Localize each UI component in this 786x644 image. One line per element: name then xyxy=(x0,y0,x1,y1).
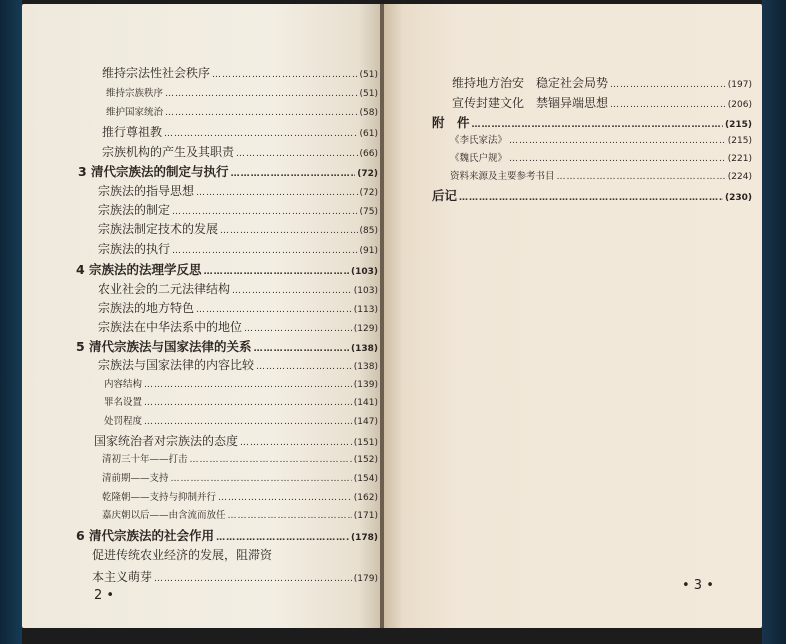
toc-entry: 国家统治者对宗族法的态度 …………………………………………………………………………………………………………………………………… (151) xyxy=(94,432,378,449)
right-page xyxy=(384,4,762,628)
toc-chapter: 附 件 …………………………………………………………………………………………………………………………………… (215) xyxy=(432,113,752,131)
toc-entry: 维持宗族秩序 …………………………………………………………………………………………………………………………………… (51) xyxy=(106,85,378,99)
toc-entry: 宣传封建文化 禁锢异端思想 …………………………………………………………………………………………………………………………………… (206) xyxy=(452,94,752,111)
page-number: 2 • xyxy=(94,588,115,603)
toc-entry: 《魏氏户规》 …………………………………………………………………………………………………………………………………… (221) xyxy=(450,150,752,164)
toc-entry: 推行尊祖教 …………………………………………………………………………………………………………………………………… (61) xyxy=(102,123,378,140)
book-cover-right-edge xyxy=(762,0,786,644)
toc-entry: 宗族法的地方特色 …………………………………………………………………………………………………………………………………… (113) xyxy=(98,299,378,316)
toc-entry-wrap-line: 促进传统农业经济的发展，阻滞资 xyxy=(92,548,273,562)
toc-chapter: 3 清代宗族法的制定与执行 …………………………………………………………………………………………………………………………………… (72) xyxy=(78,162,378,180)
toc-entry: 宗族机构的产生及其职责 …………………………………………………………………………………………………………………………………… (66) xyxy=(102,143,378,160)
toc-entry: 本主义萌芽 …………………………………………………………………………………………………………………………………… (179) xyxy=(92,568,378,585)
toc-entry: 宗族法制定技术的发展 …………………………………………………………………………………………………………………………………… (85) xyxy=(98,220,378,237)
toc-entry: 农业社会的二元法律结构 …………………………………………………………………………………………………………………………………… (103) xyxy=(98,280,378,297)
toc-entry: 清初三十年——打击 …………………………………………………………………………………………………………………………………… (152) xyxy=(102,451,378,465)
toc-chapter: 5 清代宗族法与国家法律的关系 …………………………………………………………………………………………………………………………………… (138) xyxy=(76,337,378,355)
toc-entry: 嘉庆朝以后——由含流而放任 …………………………………………………………………………………………………………………………………… (171) xyxy=(102,507,378,521)
toc-entry: 维护国家统治 …………………………………………………………………………………………………………………………………… (58) xyxy=(106,104,378,118)
page-number: • 3 • xyxy=(682,578,714,593)
toc-entry: 《李氏家法》 …………………………………………………………………………………………………………………………………… (215) xyxy=(450,132,752,146)
toc-chapter: 4 宗族法的法理学反思 …………………………………………………………………………………………………………………………………… (103) xyxy=(76,260,378,278)
toc-entry: 资料来源及主要参考书目 …………………………………………………………………………………………………………………………………… (224) xyxy=(450,168,752,182)
toc-entry: 乾隆朝——支持与抑制并行 …………………………………………………………………………………………………………………………………… (162) xyxy=(102,489,378,503)
toc-entry: 宗族法与国家法律的内容比较 …………………………………………………………………………………………………………………………………… (138) xyxy=(98,356,378,373)
toc-entry: 宗族法在中华法系中的地位 …………………………………………………………………………………………………………………………………… (129) xyxy=(98,318,378,335)
toc-entry: 宗族法的制定 …………………………………………………………………………………………………………………………………… (75) xyxy=(98,201,378,218)
toc-entry: 内容结构 …………………………………………………………………………………………………………………………………… (139) xyxy=(104,376,378,390)
toc-entry: 维持地方治安 稳定社会局势 …………………………………………………………………………………………………………………………………… (197) xyxy=(452,74,752,91)
left-page xyxy=(22,4,380,628)
toc-entry: 处罚程度 …………………………………………………………………………………………………………………………………… (147) xyxy=(104,413,378,427)
toc-chapter: 后记 …………………………………………………………………………………………………………………………………… (230) xyxy=(432,186,752,204)
toc-chapter: 6 清代宗族法的社会作用 …………………………………………………………………………………………………………………………………… (178) xyxy=(76,526,378,544)
toc-entry: 清前期——支持 …………………………………………………………………………………………………………………………………… (154) xyxy=(102,470,378,484)
toc-entry: 宗族法的执行 …………………………………………………………………………………………………………………………………… (91) xyxy=(98,240,378,257)
toc-entry: 宗族法的指导思想 …………………………………………………………………………………………………………………………………… (72) xyxy=(98,182,378,199)
toc-entry: 维持宗法性社会秩序 …………………………………………………………………………………………………………………………………… (51) xyxy=(102,64,378,81)
toc-entry: 罪名设置 …………………………………………………………………………………………………………………………………… (141) xyxy=(104,394,378,408)
book-cover-left-edge xyxy=(0,0,22,644)
